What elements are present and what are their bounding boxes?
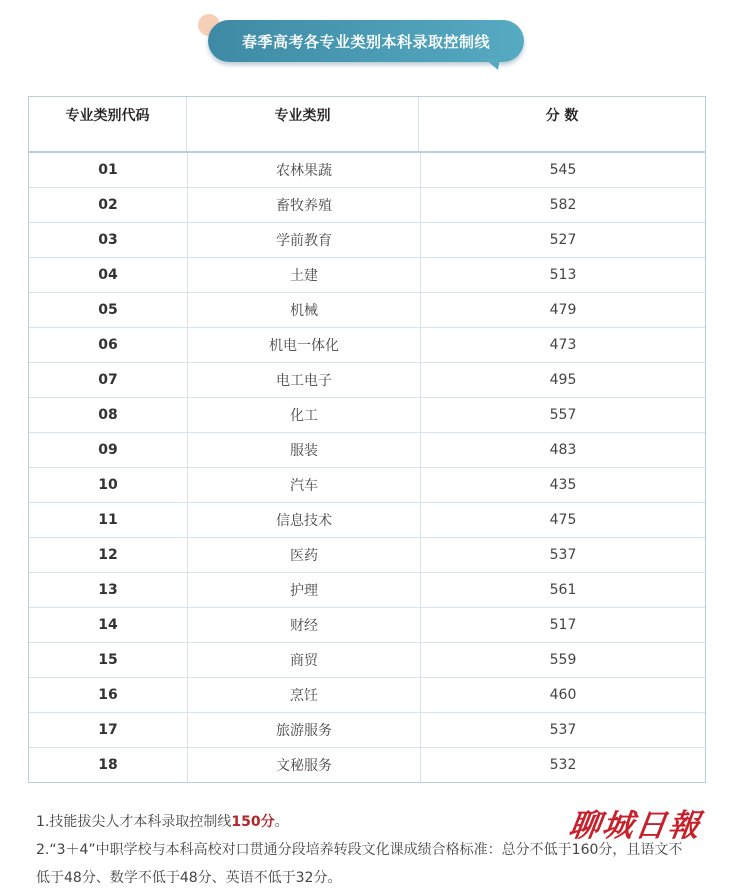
table-row bbox=[29, 292, 705, 327]
score-cell: 561 bbox=[549, 582, 577, 598]
table-row bbox=[29, 642, 705, 677]
category-cell: 汽车 bbox=[188, 468, 421, 502]
note-1-text: 1.技能拔尖人才本科录取控制线 bbox=[36, 814, 232, 830]
category-cell: 旅游服务 bbox=[188, 713, 421, 747]
category-cell: 畜牧养殖 bbox=[188, 188, 421, 222]
score-cell: 537 bbox=[549, 547, 577, 563]
table-row bbox=[29, 153, 705, 187]
note-2: 2.“3＋4”中职学校与本科高校对口贯通分段培养转段文化课成绩合格标准：总分不低于160分，且语文不低于48分、数学不低于48分、英语不低于32分。 bbox=[36, 842, 683, 886]
code-cell: 16 bbox=[29, 678, 188, 712]
table-row bbox=[29, 572, 705, 607]
score-cell: 513 bbox=[549, 267, 577, 283]
category-cell: 学前教育 bbox=[188, 223, 421, 257]
table-row bbox=[29, 677, 705, 712]
score-table bbox=[28, 96, 706, 783]
code-cell: 01 bbox=[29, 153, 188, 187]
table-row bbox=[29, 187, 705, 222]
table-row bbox=[29, 222, 705, 257]
table-row bbox=[29, 467, 705, 502]
score-cell: 435 bbox=[549, 477, 577, 493]
table-row bbox=[29, 712, 705, 747]
code-cell: 13 bbox=[29, 573, 188, 607]
category-cell: 文秘服务 bbox=[188, 748, 421, 782]
score-cell: 460 bbox=[549, 687, 577, 703]
category-cell: 农林果蔬 bbox=[188, 153, 421, 187]
code-cell: 11 bbox=[29, 503, 188, 537]
table-header bbox=[29, 97, 705, 153]
category-cell: 机电一体化 bbox=[188, 328, 421, 362]
category-cell: 服装 bbox=[188, 433, 421, 467]
code-cell: 03 bbox=[29, 223, 188, 257]
note-1-suffix: 。 bbox=[274, 814, 289, 830]
table-row bbox=[29, 362, 705, 397]
code-cell: 08 bbox=[29, 398, 188, 432]
table-row bbox=[29, 502, 705, 537]
score-cell: 473 bbox=[549, 337, 577, 353]
code-cell: 06 bbox=[29, 328, 188, 362]
table-row bbox=[29, 607, 705, 642]
score-cell: 582 bbox=[549, 197, 577, 213]
score-cell: 517 bbox=[549, 617, 577, 633]
header-score: 分 数 bbox=[545, 108, 579, 124]
code-cell: 04 bbox=[29, 258, 188, 292]
score-cell: 537 bbox=[549, 722, 577, 738]
header-code: 专业类别代码 bbox=[29, 97, 187, 151]
table-row bbox=[29, 397, 705, 432]
newspaper-logo: 聊城日報 bbox=[567, 800, 723, 840]
category-cell: 护理 bbox=[188, 573, 421, 607]
category-cell: 机械 bbox=[188, 293, 421, 327]
category-cell: 财经 bbox=[188, 608, 421, 642]
code-cell: 12 bbox=[29, 538, 188, 572]
table-row bbox=[29, 747, 705, 782]
header-category: 专业类别 bbox=[187, 97, 419, 151]
score-cell: 527 bbox=[549, 232, 577, 248]
note-1 bbox=[36, 808, 706, 836]
code-cell: 15 bbox=[29, 643, 188, 677]
notes bbox=[36, 808, 706, 892]
code-cell: 17 bbox=[29, 713, 188, 747]
category-cell: 电工电子 bbox=[188, 363, 421, 397]
banner-title: 春季高考各专业类别本科录取控制线 bbox=[208, 20, 524, 62]
table-row bbox=[29, 257, 705, 292]
title-banner bbox=[198, 12, 530, 72]
category-cell: 烹饪 bbox=[188, 678, 421, 712]
table-row bbox=[29, 432, 705, 467]
table-row bbox=[29, 327, 705, 362]
code-cell: 18 bbox=[29, 748, 188, 782]
score-cell: 483 bbox=[549, 442, 577, 458]
score-cell: 495 bbox=[549, 372, 577, 388]
category-cell: 商贸 bbox=[188, 643, 421, 677]
note-1-highlight: 150分 bbox=[231, 814, 275, 830]
code-cell: 10 bbox=[29, 468, 188, 502]
category-cell: 土建 bbox=[188, 258, 421, 292]
score-cell: 475 bbox=[549, 512, 577, 528]
category-cell: 化工 bbox=[188, 398, 421, 432]
score-cell: 532 bbox=[549, 757, 577, 773]
category-cell: 医药 bbox=[188, 538, 421, 572]
score-cell: 557 bbox=[549, 407, 577, 423]
score-cell: 479 bbox=[549, 302, 577, 318]
score-cell: 559 bbox=[549, 652, 577, 668]
code-cell: 07 bbox=[29, 363, 188, 397]
code-cell: 09 bbox=[29, 433, 188, 467]
code-cell: 05 bbox=[29, 293, 188, 327]
code-cell: 02 bbox=[29, 188, 188, 222]
table-row bbox=[29, 537, 705, 572]
code-cell: 14 bbox=[29, 608, 188, 642]
score-cell: 545 bbox=[549, 162, 577, 178]
speech-tail bbox=[484, 58, 500, 70]
category-cell: 信息技术 bbox=[188, 503, 421, 537]
